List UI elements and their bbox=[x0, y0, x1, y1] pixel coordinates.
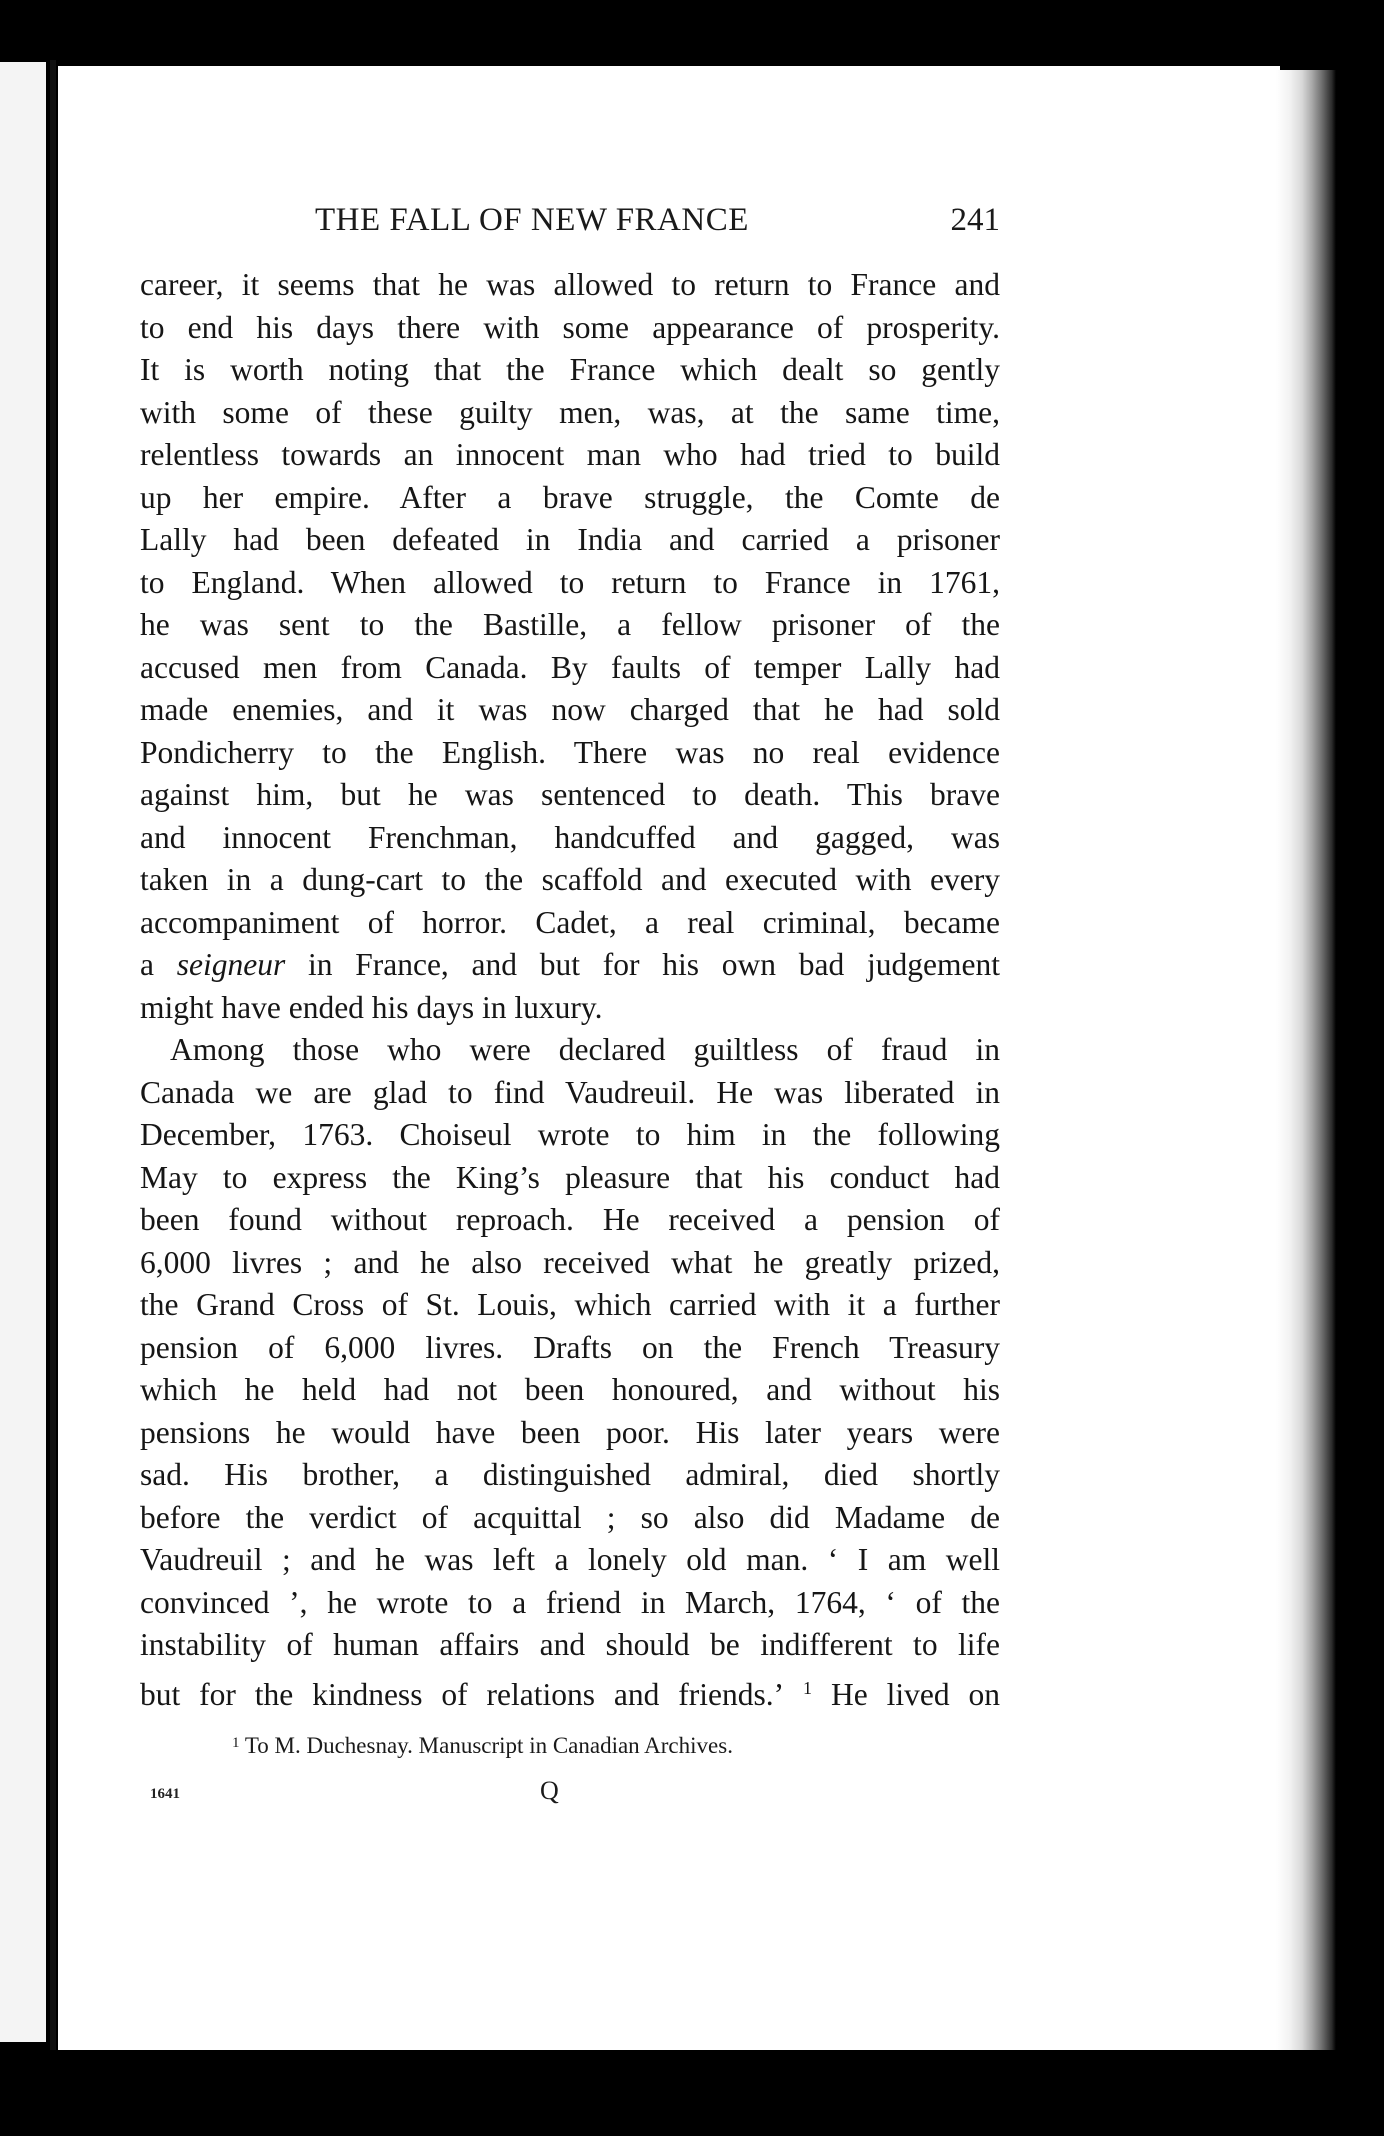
text-line: been found without reproach. He received a pension of bbox=[140, 1202, 1000, 1237]
text-line: career, it seems that he was allowed to return to France and bbox=[140, 267, 1000, 302]
text-line: might have ended his days in luxury. bbox=[140, 989, 603, 1025]
running-head bbox=[140, 202, 1000, 246]
text-line: May to express the King’s pleasure that his conduct had bbox=[140, 1159, 1000, 1195]
text-line: convinced ’, he wrote to a friend in March, 1764, ‘ of the bbox=[140, 1584, 1000, 1620]
body-text bbox=[140, 264, 1001, 1712]
binding-gutter bbox=[50, 60, 56, 2050]
page-stack-edge bbox=[1276, 70, 1336, 2050]
text-line: It is worth noting that the France which dealt so gently bbox=[140, 352, 1000, 387]
italic-word: seigneur bbox=[176, 947, 286, 982]
footnote-marker: 1 bbox=[232, 1735, 240, 1751]
running-title: THE FALL OF NEW FRANCE bbox=[315, 202, 749, 238]
signature-mark: Q bbox=[540, 1776, 559, 1805]
text-line: the Grand Cross of St. Louis, which carried with it a further bbox=[140, 1287, 1000, 1322]
paragraph-2 bbox=[140, 1029, 1001, 1712]
footnote bbox=[232, 1733, 733, 1759]
text-line: accompaniment of horror. Cadet, a real criminal, became bbox=[140, 904, 1000, 940]
text-line: and innocent Frenchman, handcuffed and gagged, was bbox=[140, 819, 1000, 855]
facing-page-edge bbox=[0, 62, 46, 2042]
text-line: he was sent to the Bastille, a fellow prisoner of the bbox=[140, 607, 1000, 642]
text-line: December, 1763. Choiseul wrote to him in the following bbox=[140, 1117, 1000, 1152]
text-line: taken in a dung-cart to the scaffold and executed with every bbox=[140, 862, 1000, 897]
paragraph-1 bbox=[140, 264, 1000, 1029]
text-fragment: in France, and but for his own bad judgement bbox=[285, 947, 1000, 982]
text-line: before the verdict of acquittal ; so also did Madame de bbox=[140, 1499, 1000, 1535]
footnote-reference: 1 bbox=[803, 1677, 813, 1698]
text-line: Canada we are glad to find Vaudreuil. He was liberated in bbox=[140, 1074, 1000, 1110]
footnote-text: To M. Duchesnay. Manuscript in Canadian Archives. bbox=[244, 1733, 733, 1758]
text-line: made enemies, and it was now charged that he had sold bbox=[140, 692, 1000, 727]
text-line: pensions he would have been poor. His later years were bbox=[140, 1414, 1000, 1450]
text-line: which he held had not been honoured, and without his bbox=[140, 1372, 1000, 1407]
scan-bottom-border bbox=[0, 2050, 1384, 2136]
page-number: 241 bbox=[950, 202, 1000, 238]
text-line: accused men from Canada. By faults of temper Lally had bbox=[140, 649, 1000, 685]
text-line: with some of these guilty men, was, at the same time, bbox=[140, 394, 1000, 430]
text-fragment: He lived on bbox=[830, 1676, 1001, 1712]
text-line: Lally had been defeated in India and carried a prisoner bbox=[140, 522, 1000, 557]
text-fragment: but for the kindness of relations and friends.’ bbox=[140, 1676, 785, 1712]
text-line: Among those who were declared guiltless of fraud in bbox=[170, 1032, 1000, 1067]
text-line: Vaudreuil ; and he was left a lonely old man. ‘ I am well bbox=[140, 1542, 1000, 1577]
text-line: sad. His brother, a distinguished admiral, died shortly bbox=[140, 1457, 1000, 1492]
printer-code: 1641 bbox=[150, 1786, 180, 1802]
text-line-with-italic bbox=[140, 944, 1000, 987]
text-line: instability of human affairs and should be indifferent to life bbox=[140, 1627, 1000, 1662]
text-fragment: a bbox=[140, 947, 177, 982]
text-line: to England. When allowed to return to France in 1761, bbox=[140, 564, 1000, 600]
text-line: 6,000 livres ; and he also received what he greatly prized, bbox=[140, 1244, 1000, 1280]
text-line: Pondicherry to the English. There was no real evidence bbox=[140, 734, 1000, 770]
scan-top-border bbox=[0, 0, 1384, 66]
text-line: relentless towards an innocent man who had tried to build bbox=[140, 437, 1000, 472]
text-line: pension of 6,000 livres. Drafts on the French Treasury bbox=[140, 1329, 1000, 1365]
text-line-with-footnote-ref bbox=[140, 1667, 1000, 1710]
text-line: to end his days there with some appearance of prosperity. bbox=[140, 309, 1000, 345]
text-line: against him, but he was sentenced to death. This brave bbox=[140, 777, 1000, 812]
text-line: up her empire. After a brave struggle, the Comte de bbox=[140, 479, 1000, 515]
